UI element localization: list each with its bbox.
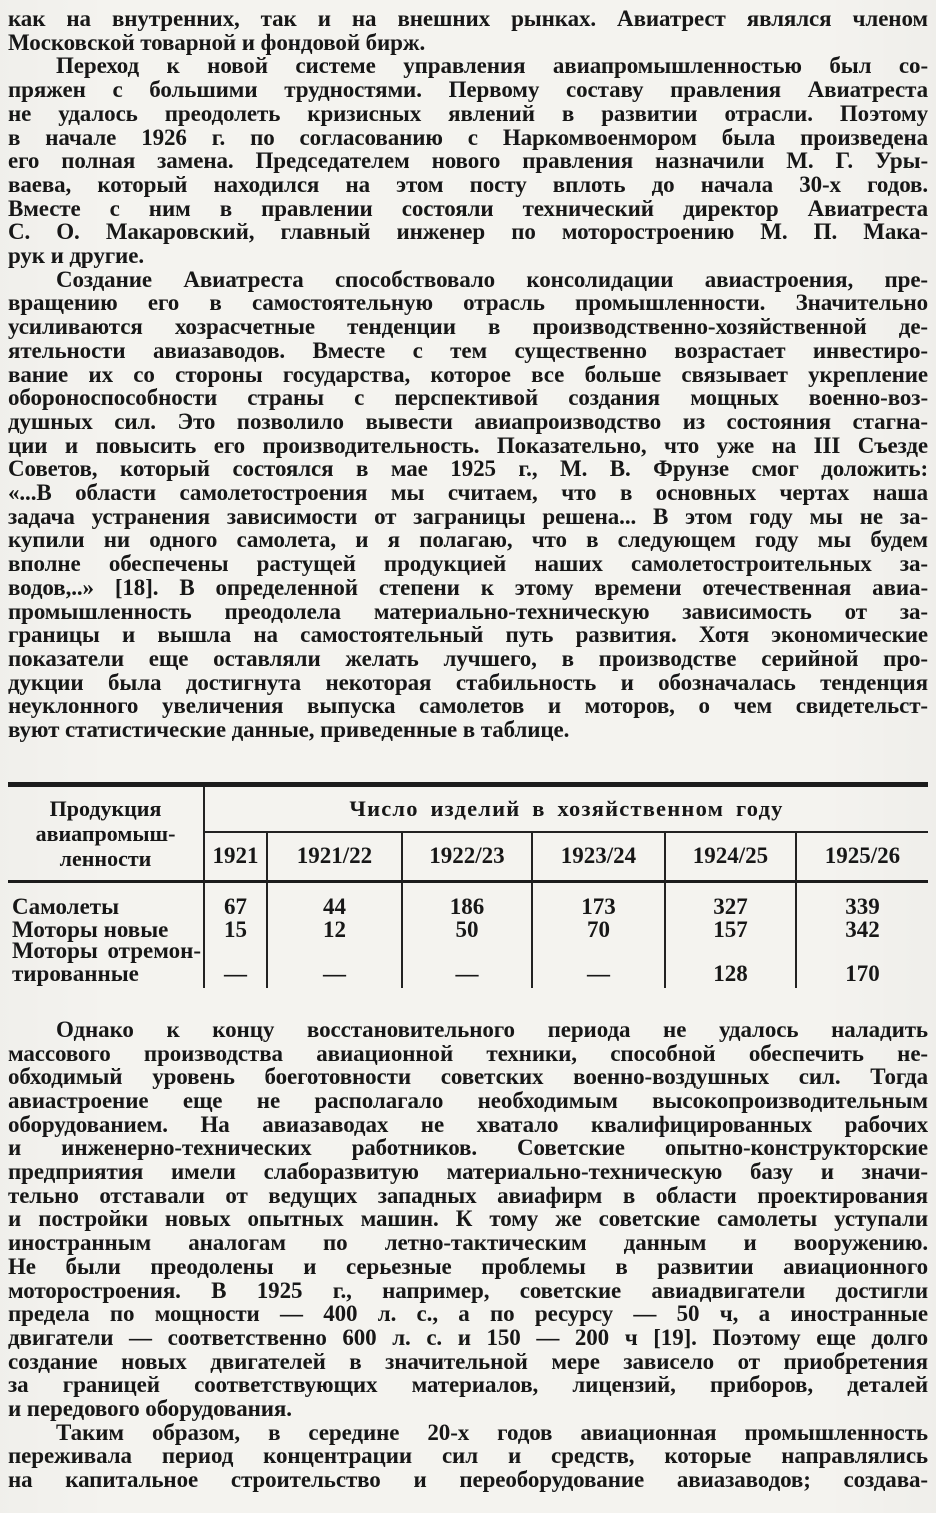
- text-line: неуклонного увеличения выпуска самолетов и моторов, о чем свидетельст-: [8, 693, 928, 719]
- table-value: —: [268, 944, 403, 988]
- text-line: тельно отставали от ведущих западных авиафирм в области проектирования: [8, 1182, 928, 1208]
- text-line: иностранным аналогам по летно-тактическим данным и вооружению.: [8, 1230, 928, 1256]
- table-value: 50: [403, 921, 533, 944]
- text-line: и инженерно-технических работников. Советские опытно-конструкторские: [8, 1135, 928, 1161]
- text-line: ции и повысить его производительность. Показательно, что уже на III Съезде: [8, 432, 928, 458]
- text-line: Однако к концу восстановительного периода не удалось наладить: [56, 1016, 928, 1042]
- text-line: водов,..» [18]. В определенной степени к этому времени отечественная авиа-: [8, 574, 928, 600]
- text-line: С. О. Макаровский, главный инженер по моторостроению М. П. Мака-: [8, 219, 928, 245]
- text-line: Переход к новой системе управления авиапромышленностью был со-: [56, 53, 928, 79]
- table-value: 342: [845, 916, 880, 942]
- table-row-label-line: Моторы отремон-: [12, 937, 201, 963]
- table-row-label: Моторы новые: [8, 921, 205, 944]
- paragraph-takim-obrazom: [8, 1421, 928, 1492]
- text-line: оборудованием. На авиазаводах не хватало квалифицированных рабочих: [8, 1111, 928, 1137]
- text-line: показатели еще оставляли желать лучшего, в производстве серийной про-: [8, 645, 928, 671]
- text-line: массового производства авиационной техники, способной обеспечить не-: [8, 1040, 928, 1066]
- paragraph-odnako: [8, 1018, 928, 1421]
- text-line: создание новых двигателей в значительной мере зависело от приобретения: [8, 1348, 928, 1374]
- text-line: Создание Авиатреста способствовало консолидации авиастроения, пре-: [56, 266, 928, 292]
- table-value: 170: [845, 960, 880, 986]
- table-value: 70: [533, 921, 666, 944]
- text-line: вполне обеспечены растущей продукцией наших самолетостроительных за-: [8, 551, 928, 577]
- text-line: его полная замена. Председателем нового правления назначили М. Г. Уры-: [8, 148, 928, 174]
- text-line: ятельности авиазаводов. Вместе с тем существенно возрастает инвестиро-: [8, 337, 928, 363]
- table-value: 339: [845, 893, 880, 919]
- text-line: дукции была достигнута некоторая стабильность и обозначалась тенденция: [8, 669, 928, 695]
- table-value: 128: [666, 944, 797, 988]
- text-line: обходимый уровень боеготовности советских военно-воздушных сил. Тогда: [8, 1064, 928, 1090]
- table-row-label: [8, 937, 205, 988]
- text-line: обороноспособности страны с перспективой создания мощных военно-воз-: [8, 385, 928, 411]
- table-year-header: 1925/26: [797, 833, 928, 883]
- table-year-header: 1922/23: [403, 833, 533, 883]
- text-line: вуют статистические данные, приведенные в таблице.: [8, 717, 570, 743]
- paragraph-sozdanie: [8, 268, 928, 742]
- table-value: —: [533, 944, 666, 988]
- production-table: [8, 782, 928, 988]
- paragraph-continuation: [8, 7, 928, 54]
- text-line: вание их со стороны государства, которое все больше связывает укрепление: [8, 361, 928, 387]
- text-line: купили ни одного самолета, и я полагаю, что в следующем году мы будем: [8, 527, 928, 553]
- table-value: 12: [268, 921, 403, 944]
- text-line: переживала период концентрации сил и средств, которые направлялись: [8, 1443, 928, 1469]
- text-line: авиастроение еще не располагало необходимым высокопроизводительным: [8, 1087, 928, 1113]
- text-line: за границей соответствующих материалов, лицензий, приборов, деталей: [8, 1372, 928, 1398]
- table-row-header-line: авиапромыш-: [35, 820, 176, 846]
- text-line: не удалось преодолеть кризисных явлений в развитии отрасли. Поэтому: [8, 100, 928, 126]
- text-line: и постройки новых опытных машин. К тому же советские самолеты уступали: [8, 1206, 928, 1232]
- text-line: «...В области самолетостроения мы считаем, что в основных чертах наша: [8, 480, 928, 506]
- text-line: пряжен с большими трудностями. Первому составу правления Авиатреста: [8, 77, 928, 103]
- text-line: предела по мощности — 400 л. с., а по ресурсу — 50 ч, а иностранные: [8, 1301, 928, 1327]
- text-line: двигатели — соответственно 600 л. с. и 150 — 200 ч [19]. Поэтому еще долго: [8, 1324, 928, 1350]
- text-line: в начале 1926 г. по согласованию с Наркомвоенмором была произведена: [8, 124, 928, 150]
- text-line: промышленность преодолела материально-техническую зависимость от за-: [8, 598, 928, 624]
- text-line: Московской товарной и фондовой бирж.: [8, 29, 426, 55]
- table-year-header: 1921/22: [268, 833, 403, 883]
- text-line: задача устранения зависимости от заграницы решена... В этом году мы не за-: [8, 503, 928, 529]
- text-line: предприятия имели слаборазвитую материально-техническую базу и значи-: [8, 1159, 928, 1185]
- table-row-label-line: тированные: [12, 960, 139, 986]
- table-year-header: 1924/25: [666, 833, 797, 883]
- table-row-header-line: Продукция: [49, 795, 162, 821]
- table-year-header: 1923/24: [533, 833, 666, 883]
- text-line: Таким образом, в середине 20-х годов авиационная промышленность: [56, 1419, 928, 1445]
- text-line: Не были преодолены и серьезные проблемы в развитии авиационного: [8, 1253, 928, 1279]
- text-line: душных сил. Это позволило вывести авиапроизводство из состояния стагна-: [8, 408, 928, 434]
- text-line: на капитальное строительство и переоборудование авиазаводов; создава-: [8, 1467, 928, 1493]
- text-line: ваева, который находился на этом посту вплоть до начала 30-х годов.: [8, 171, 928, 197]
- text-line: моторостроения. В 1925 г., например, советские авиадвигатели достигли: [8, 1277, 928, 1303]
- table-value: 173: [533, 883, 666, 921]
- table-value: —: [205, 944, 268, 988]
- table-value: —: [403, 944, 533, 988]
- text-line: рук и другие.: [8, 243, 144, 269]
- table-span-header: Число изделий в хозяйственном году: [205, 787, 928, 833]
- text-line: вращению его в самостоятельную отрасль промышленности. Значительно: [8, 290, 928, 316]
- table-value: 15: [205, 921, 268, 944]
- text-line: усиливаются хозрасчетные тенденции в производственно-хозяйственной де-: [8, 314, 928, 340]
- table-value: 327: [666, 883, 797, 921]
- table-value: 186: [403, 883, 533, 921]
- table-value: 157: [666, 921, 797, 944]
- production-table-grid: [8, 782, 928, 988]
- text-line: Вместе с ним в правлении состояли технический директор Авиатреста: [8, 195, 928, 221]
- paragraph-perekhod: [8, 54, 928, 267]
- text-line: границы и вышла на самостоятельный путь развития. Хотя экономические: [8, 622, 928, 648]
- text-line: как на внутренних, так и на внешних рынках. Авиатрест являлся членом: [8, 6, 928, 31]
- table-row-label: Самолеты: [8, 883, 205, 921]
- table-value: 44: [268, 883, 403, 921]
- text-line: и передового оборудования.: [8, 1396, 292, 1422]
- table-value: 67: [205, 883, 268, 921]
- text-line: Советов, который состоялся в мае 1925 г., М. В. Фрунзе смог доложить:: [8, 456, 928, 482]
- table-year-header: 1921: [205, 833, 268, 883]
- table-row-header-line: ленности: [59, 845, 152, 871]
- table-row-header: [8, 787, 205, 883]
